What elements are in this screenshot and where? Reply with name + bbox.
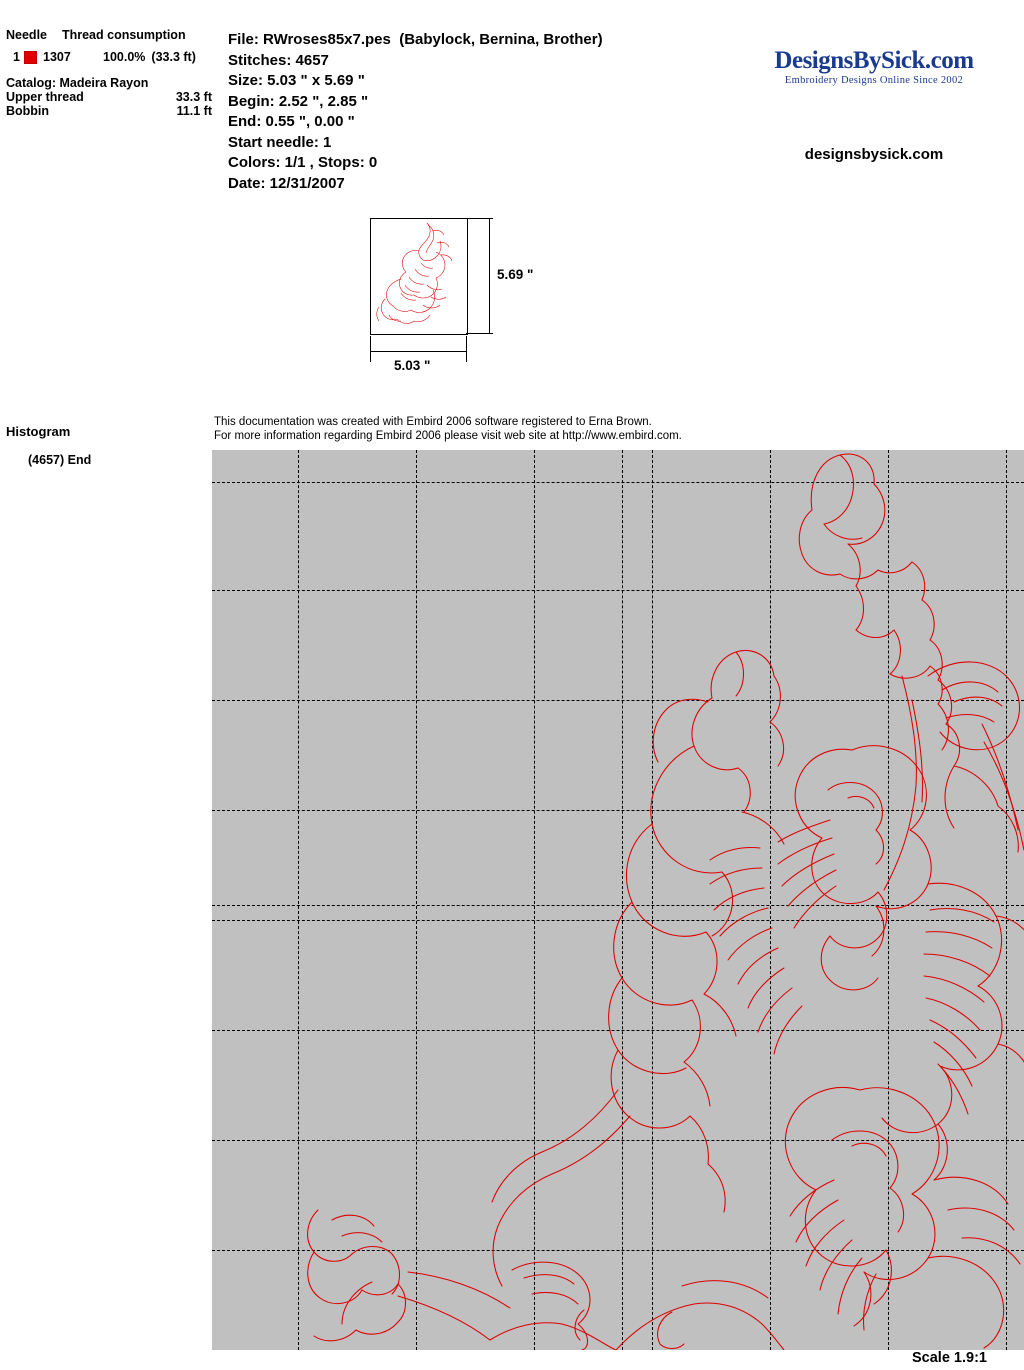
thread-length: (33.3 ft) <box>151 50 196 64</box>
info-file: File: RWroses85x7.pes (Babylock, Bernina, Brother) <box>228 31 603 48</box>
design-height-label: 5.69 " <box>497 267 534 282</box>
logo-tagline: Embroidery Designs Online Since 2002 <box>784 75 964 86</box>
needle-thread-panel <box>6 28 222 118</box>
dimension-line-vertical <box>489 218 490 333</box>
doc-note-line-1: This documentation was created with Embird 2006 software registered to Erna Brown. <box>214 416 652 428</box>
design-thumbnail <box>370 218 468 335</box>
info-begin: Begin: 2.52 ", 2.85 " <box>228 92 369 110</box>
design-canvas <box>212 450 1024 1350</box>
info-size: Size: 5.03 " x 5.69 " <box>228 72 365 89</box>
dimension-tick-bottom <box>466 333 493 334</box>
info-stitches: Stitches: 4657 <box>228 51 329 69</box>
dimension-line-horizontal <box>370 351 466 352</box>
design-width-label: 5.03 " <box>394 358 431 373</box>
catalog-name: Catalog: Madeira Rayon <box>6 76 149 90</box>
thread-consumption-column-header: Thread consumption <box>61 28 186 42</box>
bobbin-value: 11.1 ft <box>176 104 212 118</box>
info-colors: Colors: 1/1 , Stops: 0 <box>228 154 378 171</box>
thread-color-swatch <box>24 51 37 64</box>
upper-thread-value: 33.3 ft <box>175 90 212 104</box>
bobbin-label: Bobbin <box>6 104 50 118</box>
info-date: Date: 12/31/2007 <box>228 174 345 192</box>
upper-thread-row <box>6 90 212 104</box>
logo-wordmark: DesignsBySick.com <box>774 47 974 74</box>
doc-note-line-2: For more information regarding Embird 2006 please visit web site at http://www.embird.com. <box>214 430 682 442</box>
site-url-text: designsbysick.com <box>804 146 944 163</box>
catalog-block <box>6 76 222 118</box>
histogram-title: Histogram <box>6 424 71 439</box>
info-start-needle: Start needle: 1 <box>228 133 332 151</box>
thread-percent: 100.0% <box>103 50 146 64</box>
dimension-tick-left <box>370 336 371 362</box>
company-logo <box>748 48 1000 92</box>
needle-column-header: Needle <box>6 28 47 42</box>
histogram-end-marker: (4657) End <box>28 453 92 467</box>
info-end: End: 0.55 ", 0.00 " <box>228 113 355 130</box>
design-info-panel <box>228 30 603 194</box>
embroidery-stitch-artwork <box>212 450 1024 1350</box>
bobbin-row <box>6 104 212 118</box>
upper-thread-label: Upper thread <box>6 90 84 104</box>
needle-table-header <box>6 28 222 42</box>
design-thumbnail-artwork <box>371 219 467 334</box>
dimension-tick-right <box>466 336 467 362</box>
scale-label: Scale 1.9:1 <box>912 1350 987 1366</box>
thread-code: 1307 <box>43 50 71 64</box>
needle-number: 1 <box>13 50 20 64</box>
documentation-note <box>214 415 682 443</box>
needle-row <box>6 50 222 64</box>
